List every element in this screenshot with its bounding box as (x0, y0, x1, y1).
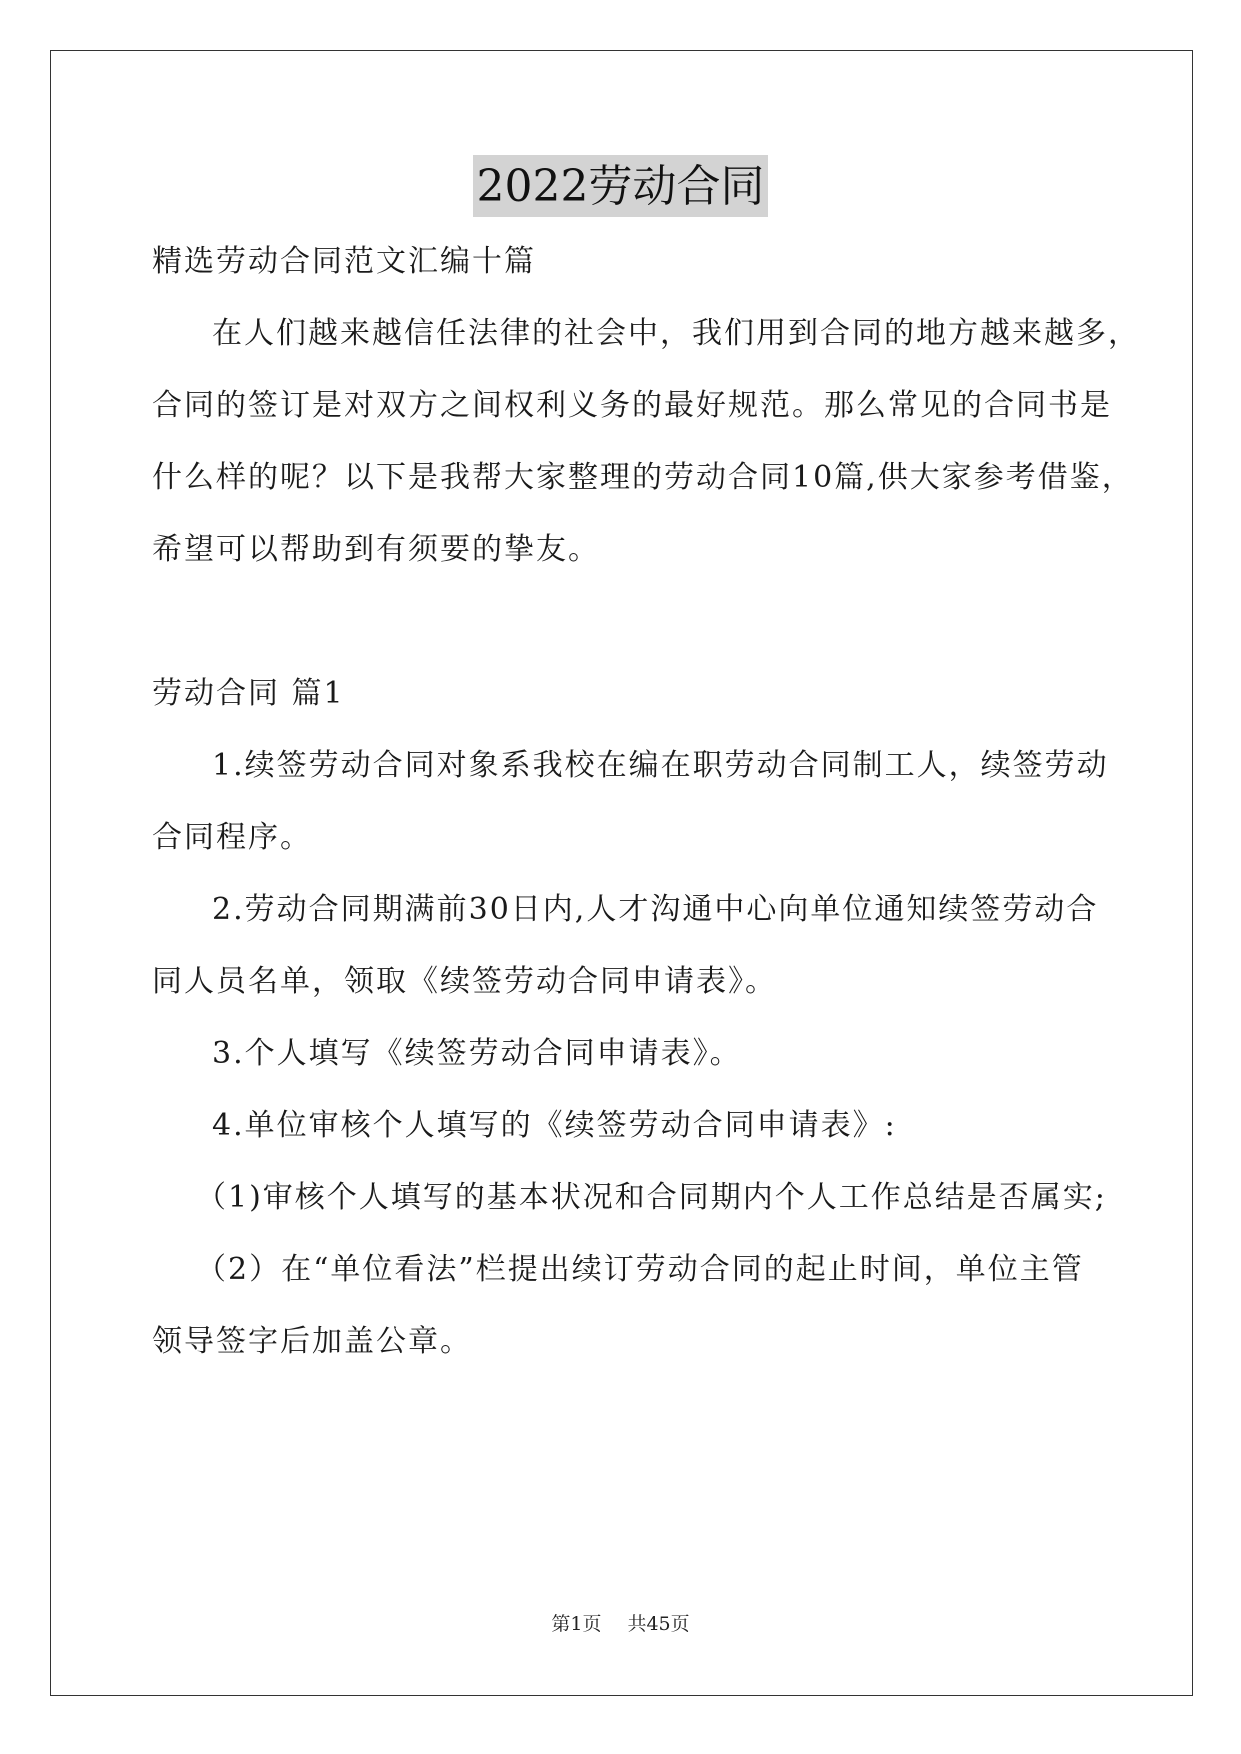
sub-item-2-line-2: 领导签字后加盖公章。 (152, 1324, 472, 1359)
subtitle-line: 精选劳动合同范文汇编十篇 (152, 244, 536, 279)
intro-line-4: 希望可以帮助到有须要的挚友。 (152, 532, 600, 567)
sub-item-1-line: （1)审核个人填写的基本状况和合同期内个人工作总结是否属实; (196, 1180, 1107, 1215)
page-footer (0, 1612, 1241, 1636)
item-4-line: 4.单位审核个人填写的《续签劳动合同申请表》: (212, 1108, 897, 1143)
document-title: 2022劳动合同 (473, 155, 769, 217)
intro-line-1: 在人们越来越信任法律的社会中，我们用到合同的地方越来越多， (212, 316, 1140, 351)
intro-line-2: 合同的签订是对双方之间权利义务的最好规范。那么常见的合同书是 (152, 388, 1112, 423)
sub-item-2-line-1: （2）在“单位看法”栏提出续订劳动合同的起止时间，单位主管 (196, 1252, 1084, 1287)
item-1-line-2: 合同程序。 (152, 820, 312, 855)
page-number: 第1页 (551, 1613, 602, 1635)
intro-line-3: 什么样的呢？以下是我帮大家整理的劳动合同10篇,供大家参考借鉴， (152, 460, 1134, 495)
item-3-line: 3.个人填写《续签劳动合同申请表》。 (212, 1036, 742, 1071)
title-wrap (0, 155, 1241, 217)
item-1-line-1: 1.续签劳动合同对象系我校在编在职劳动合同制工人，续签劳动 (212, 748, 1109, 783)
item-2-line-1: 2.劳动合同期满前30日内,人才沟通中心向单位通知续签劳动合 (212, 892, 1099, 927)
item-2-line-2: 同人员名单，领取《续签劳动合同申请表》。 (152, 964, 777, 999)
section-heading: 劳动合同 篇1 (152, 676, 345, 711)
page-border (50, 50, 1193, 1696)
page-total: 共45页 (627, 1613, 690, 1635)
